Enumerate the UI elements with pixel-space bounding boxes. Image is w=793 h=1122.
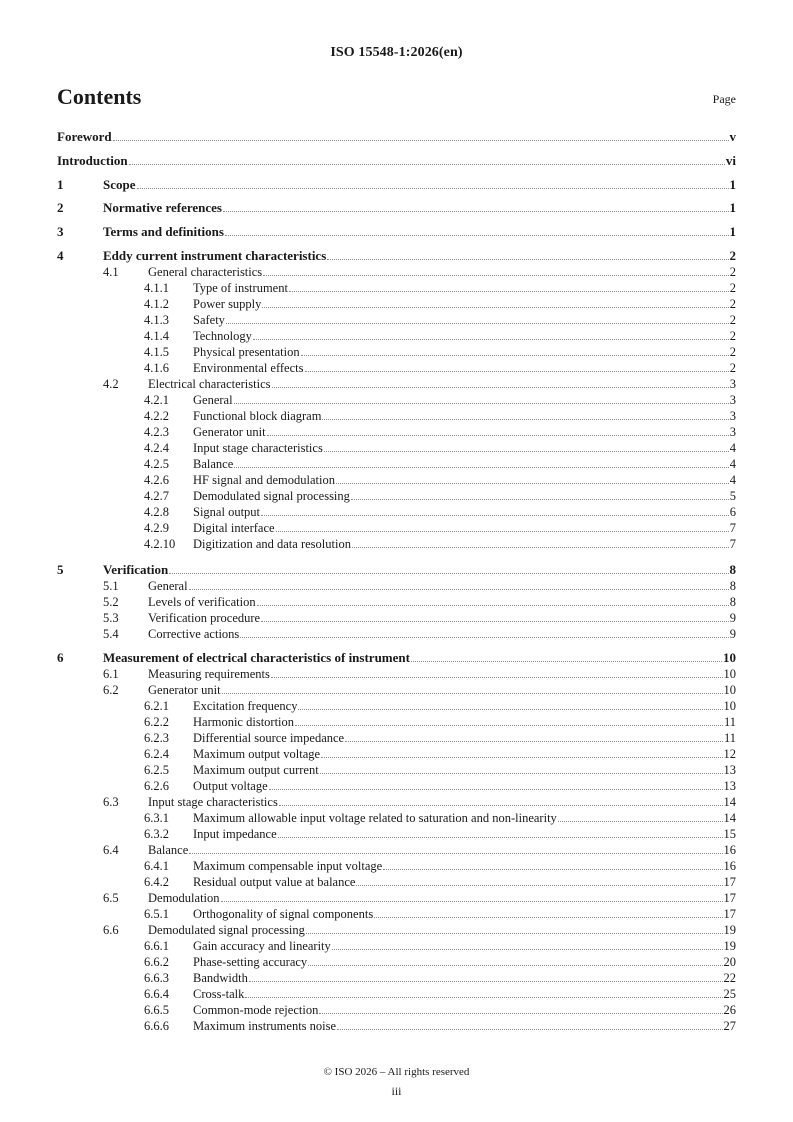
toc-entry-page: 2	[729, 265, 736, 279]
dot-leader	[308, 964, 722, 966]
toc-entry-number: 6.6.2	[144, 955, 169, 969]
toc-entry-title: Maximum compensable input voltage	[193, 859, 383, 873]
dot-leader	[226, 322, 729, 324]
toc-entry-title: Demodulation	[148, 891, 220, 905]
toc-entry[interactable]	[144, 328, 736, 344]
toc-entry-title: Excitation frequency	[193, 699, 298, 713]
toc-entry-number: 6.6.3	[144, 971, 169, 985]
toc-entry-number: 6.2.3	[144, 731, 169, 745]
toc-entry-title: Power supply	[193, 297, 262, 311]
toc-entry[interactable]	[144, 312, 736, 328]
toc-entry-title: Balance	[148, 843, 189, 857]
toc-entry-title: Verification procedure	[148, 611, 261, 625]
dot-leader	[189, 588, 729, 590]
toc-entry-page: 2	[729, 313, 736, 327]
dot-leader	[234, 402, 729, 404]
toc-entry[interactable]	[103, 376, 736, 392]
toc-entry-title: Levels of verification	[148, 595, 256, 609]
toc-entry-page: 8	[729, 579, 736, 593]
dot-leader	[337, 1028, 722, 1030]
toc-entry[interactable]	[103, 682, 736, 698]
toc-entry[interactable]	[144, 714, 736, 730]
toc-entry-page: 3	[729, 409, 736, 423]
dot-leader	[320, 772, 723, 774]
toc-entry-page: 14	[723, 795, 736, 809]
toc-entry-page: 17	[723, 907, 736, 921]
toc-entry-page: 16	[723, 843, 736, 857]
toc-entry-title: Gain accuracy and linearity	[193, 939, 331, 953]
toc-entry-page: 19	[723, 923, 736, 937]
toc-entry-number: 6.1	[103, 667, 119, 681]
dot-leader	[221, 900, 723, 902]
toc-entry-title: Input stage characteristics	[193, 441, 323, 455]
dot-leader	[223, 210, 729, 212]
toc-entry[interactable]	[144, 746, 736, 762]
dot-leader	[351, 498, 729, 500]
dot-leader	[225, 234, 729, 236]
toc-entry-number: 6.3.2	[144, 827, 169, 841]
page-column-label: Page	[712, 92, 736, 106]
toc-entry-title: Digital interface	[193, 521, 275, 535]
toc-entry-number: 4.2.3	[144, 425, 169, 439]
toc-entry-title: Maximum allowable input voltage related to saturation and non-linearity	[193, 811, 557, 825]
dot-leader	[322, 418, 728, 420]
toc-entry-number: 6.4.1	[144, 859, 169, 873]
toc-entry-number: 4.2.2	[144, 409, 169, 423]
toc-entry-page: 16	[723, 859, 736, 873]
toc-entry-title: Physical presentation	[193, 345, 300, 359]
toc-entry-number: 4.1.3	[144, 313, 169, 327]
toc-entry[interactable]	[144, 906, 736, 922]
toc-entry-number: 5.4	[103, 627, 119, 641]
toc-entry-page: 17	[723, 875, 736, 889]
dot-leader	[298, 708, 722, 710]
toc-entry-title: Maximum instruments noise	[193, 1019, 337, 1033]
toc-entry-number: 6.2.5	[144, 763, 169, 777]
toc-entry[interactable]	[57, 562, 736, 578]
toc-entry-title: Technology	[193, 329, 252, 343]
toc-entry-page: 11	[723, 731, 736, 745]
toc-entry[interactable]	[103, 594, 736, 610]
toc-entry-page: 2	[729, 361, 736, 375]
toc-entry-page: 19	[723, 939, 736, 953]
toc-entry-number: 1	[57, 177, 64, 192]
toc-entry[interactable]	[103, 626, 736, 642]
toc-entry[interactable]	[144, 504, 736, 520]
toc-entry-page: 10	[723, 683, 736, 697]
toc-entry[interactable]	[144, 424, 736, 440]
toc-entry-number: 4.1.5	[144, 345, 169, 359]
toc-entry-number: 6.2	[103, 683, 119, 697]
toc-entry-number: 6.6	[103, 923, 119, 937]
dot-leader	[137, 187, 729, 189]
toc-entry-number: 6.2.1	[144, 699, 169, 713]
toc-entry[interactable]	[103, 578, 736, 594]
dot-leader	[295, 724, 723, 726]
toc-entry-page: 11	[723, 715, 736, 729]
dot-leader	[278, 836, 723, 838]
toc-entry[interactable]	[57, 224, 736, 240]
dot-leader	[261, 620, 729, 622]
dot-leader	[301, 354, 729, 356]
toc-entry[interactable]	[57, 177, 736, 193]
toc-entry-number: 4.2	[103, 377, 119, 391]
toc-entry-number: 5	[57, 562, 64, 577]
dot-leader	[240, 636, 728, 638]
dot-leader	[319, 1012, 722, 1014]
dot-leader	[234, 466, 728, 468]
toc-entry[interactable]	[144, 440, 736, 456]
toc-entry-page: 13	[723, 763, 736, 777]
toc-entry[interactable]	[144, 698, 736, 714]
toc-entry-page: 4	[729, 457, 736, 471]
toc-entry-title: Signal output	[193, 505, 261, 519]
toc-entry-title: Input impedance	[193, 827, 277, 841]
toc-entry-page: 1	[729, 177, 736, 192]
dot-leader	[245, 996, 722, 998]
dot-leader	[352, 546, 729, 548]
toc-entry-number: 4.1	[103, 265, 119, 279]
toc-entry[interactable]	[144, 1002, 736, 1018]
dot-leader	[222, 692, 723, 694]
toc-entry[interactable]	[144, 488, 736, 504]
dot-leader	[332, 948, 723, 950]
toc-entry[interactable]	[144, 280, 736, 296]
toc-entry-title: General characteristics	[148, 265, 263, 279]
dot-leader	[321, 756, 722, 758]
copyright-notice: © ISO 2026 – All rights reserved	[323, 1066, 470, 1078]
toc-entry-page: 10	[723, 667, 736, 681]
toc-entry-number: 4.1.2	[144, 297, 169, 311]
toc-entry[interactable]	[57, 650, 736, 666]
toc-entry-title: Electrical characteristics	[148, 377, 271, 391]
toc-entry[interactable]	[103, 610, 736, 626]
toc-entry[interactable]	[144, 456, 736, 472]
toc-entry-page: 20	[723, 955, 736, 969]
toc-entry[interactable]	[144, 810, 736, 826]
toc-entry-title: Bandwidth	[193, 971, 248, 985]
dot-leader	[279, 804, 723, 806]
toc-entry[interactable]	[144, 762, 736, 778]
toc-entry[interactable]	[144, 536, 736, 552]
toc-entry-title: Scope	[103, 177, 136, 192]
toc-entry-title: Balance	[193, 457, 234, 471]
toc-entry-number: 6.6.1	[144, 939, 169, 953]
dot-leader	[262, 306, 728, 308]
toc-entry-number: 6	[57, 650, 64, 665]
toc-entry-title: Differential source impedance	[193, 731, 345, 745]
dot-leader	[306, 932, 723, 934]
toc-entry-number: 6.2.2	[144, 715, 169, 729]
toc-entry-page: 4	[729, 473, 736, 487]
toc-entry-title: Safety	[193, 313, 225, 327]
toc-entry-title: Residual output value at balance	[193, 875, 356, 889]
toc-entry-page: 9	[729, 627, 736, 641]
dot-leader	[374, 916, 722, 918]
toc-entry-number: 6.6.5	[144, 1003, 169, 1017]
toc-entry[interactable]	[144, 520, 736, 536]
toc-entry-page: 3	[729, 393, 736, 407]
toc-entry-title: Verification	[103, 562, 169, 577]
toc-entry-title: Functional block diagram	[193, 409, 322, 423]
toc-entry-page: 14	[723, 811, 736, 825]
toc-entry-number: 6.4	[103, 843, 119, 857]
toc-entry[interactable]	[144, 938, 736, 954]
dot-leader	[267, 434, 729, 436]
toc-entry[interactable]	[144, 296, 736, 312]
toc-entry[interactable]	[103, 922, 736, 938]
toc-entry-title: HF signal and demodulation	[193, 473, 335, 487]
toc-entry-title: Output voltage	[193, 779, 268, 793]
toc-entry[interactable]	[57, 153, 736, 169]
toc-entry-number: 4.2.9	[144, 521, 169, 535]
toc-entry[interactable]	[57, 248, 736, 264]
dot-leader	[272, 386, 729, 388]
toc-entry-title: Environmental effects	[193, 361, 304, 375]
dot-leader	[253, 338, 729, 340]
toc-entry[interactable]	[144, 1018, 736, 1034]
toc-entry-title: Maximum output current	[193, 763, 319, 777]
toc-entry-title: Maximum output voltage	[193, 747, 321, 761]
toc-entry[interactable]	[103, 666, 736, 682]
toc-entry-title: General	[193, 393, 233, 407]
toc-entry[interactable]	[103, 794, 736, 810]
toc-entry-title: Phase-setting accuracy	[193, 955, 308, 969]
toc-entry-page: 10	[723, 650, 736, 665]
dot-leader	[305, 370, 729, 372]
dot-leader	[129, 163, 725, 165]
toc-entry-title: Normative references	[103, 200, 222, 215]
toc-entry[interactable]	[57, 200, 736, 216]
dot-leader	[356, 884, 722, 886]
toc-entry-number: 6.5	[103, 891, 119, 905]
dot-leader	[289, 290, 729, 292]
toc-entry-title: Introduction	[57, 153, 128, 168]
toc-entry[interactable]	[144, 954, 736, 970]
toc-entry-title: Foreword	[57, 129, 112, 144]
toc-entry-number: 5.3	[103, 611, 119, 625]
toc-entry[interactable]	[57, 129, 736, 145]
toc-entry-page: 25	[723, 987, 736, 1001]
toc-entry-number: 4.1.6	[144, 361, 169, 375]
toc-entry-number: 4.2.4	[144, 441, 169, 455]
toc-entry-page: 22	[723, 971, 736, 985]
dot-leader	[113, 139, 729, 141]
toc-entry-page: 2	[729, 248, 736, 263]
dot-leader	[169, 572, 728, 574]
toc-entry-title: Generator unit	[148, 683, 221, 697]
toc-entry-page: 17	[723, 891, 736, 905]
toc-entry-number: 2	[57, 200, 64, 215]
toc-entry-title: Harmonic distortion	[193, 715, 295, 729]
toc-entry-number: 4.1.4	[144, 329, 169, 343]
toc-entry-page: 2	[729, 345, 736, 359]
toc-entry[interactable]	[144, 970, 736, 986]
toc-entry-title: Measurement of electrical characteristics of instrument	[103, 650, 410, 665]
dot-leader	[261, 514, 729, 516]
toc-entry-page: 8	[729, 562, 736, 577]
toc-entry-page: 3	[729, 377, 736, 391]
toc-entry-page: 12	[723, 747, 736, 761]
toc-entry-page: 2	[729, 297, 736, 311]
toc-entry-title: Cross-talk	[193, 987, 245, 1001]
dot-leader	[327, 258, 728, 260]
dot-leader	[276, 530, 729, 532]
dot-leader	[324, 450, 729, 452]
toc-entry[interactable]	[144, 874, 736, 890]
toc-entry-page: 5	[729, 489, 736, 503]
toc-entry-page: 7	[729, 537, 736, 551]
toc-entry-title: Demodulated signal processing	[193, 489, 350, 503]
toc-entry-page: 8	[729, 595, 736, 609]
toc-entry-page: 1	[729, 224, 736, 239]
toc-entry-number: 4.2.10	[144, 537, 176, 551]
toc-entry-page: 1	[729, 200, 736, 215]
toc-entry-page: 2	[729, 281, 736, 295]
toc-entry[interactable]	[144, 826, 736, 842]
toc-entry-number: 4.2.8	[144, 505, 169, 519]
dot-leader	[189, 852, 722, 854]
toc-entry-page: 9	[729, 611, 736, 625]
toc-entry-number: 6.3	[103, 795, 119, 809]
document-id-header: ISO 15548-1:2026(en)	[330, 45, 463, 60]
toc-entry[interactable]	[144, 360, 736, 376]
toc-entry-page: v	[729, 129, 736, 144]
toc-entry-number: 3	[57, 224, 64, 239]
toc-entry[interactable]	[144, 986, 736, 1002]
toc-entry-title: Type of instrument	[193, 281, 288, 295]
toc-entry-number: 4.2.1	[144, 393, 169, 407]
toc-entry-page: 27	[723, 1019, 736, 1033]
toc-entry-page: 7	[729, 521, 736, 535]
toc-entry-page: 26	[723, 1003, 736, 1017]
dot-leader	[269, 788, 723, 790]
toc-entry-title: Demodulated signal processing	[148, 923, 305, 937]
toc-entry-title: Input stage characteristics	[148, 795, 278, 809]
toc-entry[interactable]	[144, 408, 736, 424]
toc-entry-number: 5.1	[103, 579, 119, 593]
dot-leader	[383, 868, 722, 870]
dot-leader	[336, 482, 729, 484]
toc-entry-title: Eddy current instrument characteristics	[103, 248, 327, 263]
dot-leader	[271, 676, 723, 678]
toc-entry-title: Orthogonality of signal components	[193, 907, 374, 921]
toc-entry-number: 6.6.6	[144, 1019, 169, 1033]
toc-entry-number: 6.3.1	[144, 811, 169, 825]
toc-entry-number: 4.2.6	[144, 473, 169, 487]
toc-entry-page: 2	[729, 329, 736, 343]
toc-entry[interactable]	[144, 730, 736, 746]
toc-entry-page: 4	[729, 441, 736, 455]
toc-entry-number: 4	[57, 248, 64, 263]
dot-leader	[263, 274, 729, 276]
toc-entry-page: 6	[729, 505, 736, 519]
toc-entry-title: Terms and definitions	[103, 224, 224, 239]
toc-entry-number: 5.2	[103, 595, 119, 609]
contents-title: Contents	[57, 84, 142, 109]
toc-entry-title: Corrective actions	[148, 627, 240, 641]
toc-entry-number: 6.6.4	[144, 987, 169, 1001]
toc-entry-number: 6.5.1	[144, 907, 169, 921]
toc-entry[interactable]	[103, 890, 736, 906]
toc-entry[interactable]	[144, 344, 736, 360]
page-number: iii	[391, 1084, 402, 1098]
toc-entry-title: Generator unit	[193, 425, 266, 439]
toc-entry-title: Digitization and data resolution	[193, 537, 351, 551]
toc-entry[interactable]	[144, 858, 736, 874]
toc-entry-number: 6.4.2	[144, 875, 169, 889]
toc-entry-page: 10	[723, 699, 736, 713]
toc-entry[interactable]	[144, 778, 736, 794]
toc-entry-page: 15	[723, 827, 736, 841]
toc-entry-number: 4.1.1	[144, 281, 169, 295]
toc-entry[interactable]	[103, 264, 736, 280]
toc-entry[interactable]	[144, 392, 736, 408]
dot-leader	[249, 980, 723, 982]
toc-entry-number: 4.2.5	[144, 457, 169, 471]
toc-entry-page: 3	[729, 425, 736, 439]
toc-entry-number: 4.2.7	[144, 489, 169, 503]
toc-entry[interactable]	[103, 842, 736, 858]
toc-entry-number: 6.2.4	[144, 747, 169, 761]
dot-leader	[345, 740, 723, 742]
dot-leader	[411, 660, 722, 662]
toc-entry-title: General	[148, 579, 188, 593]
dot-leader	[257, 604, 729, 606]
toc-entry-title: Common-mode rejection	[193, 1003, 319, 1017]
toc-entry-page: 13	[723, 779, 736, 793]
toc-entry-page: vi	[725, 153, 736, 168]
dot-leader	[558, 820, 723, 822]
toc-entry[interactable]	[144, 472, 736, 488]
toc-entry-title: Measuring requirements	[148, 667, 270, 681]
toc-entry-number: 6.2.6	[144, 779, 169, 793]
